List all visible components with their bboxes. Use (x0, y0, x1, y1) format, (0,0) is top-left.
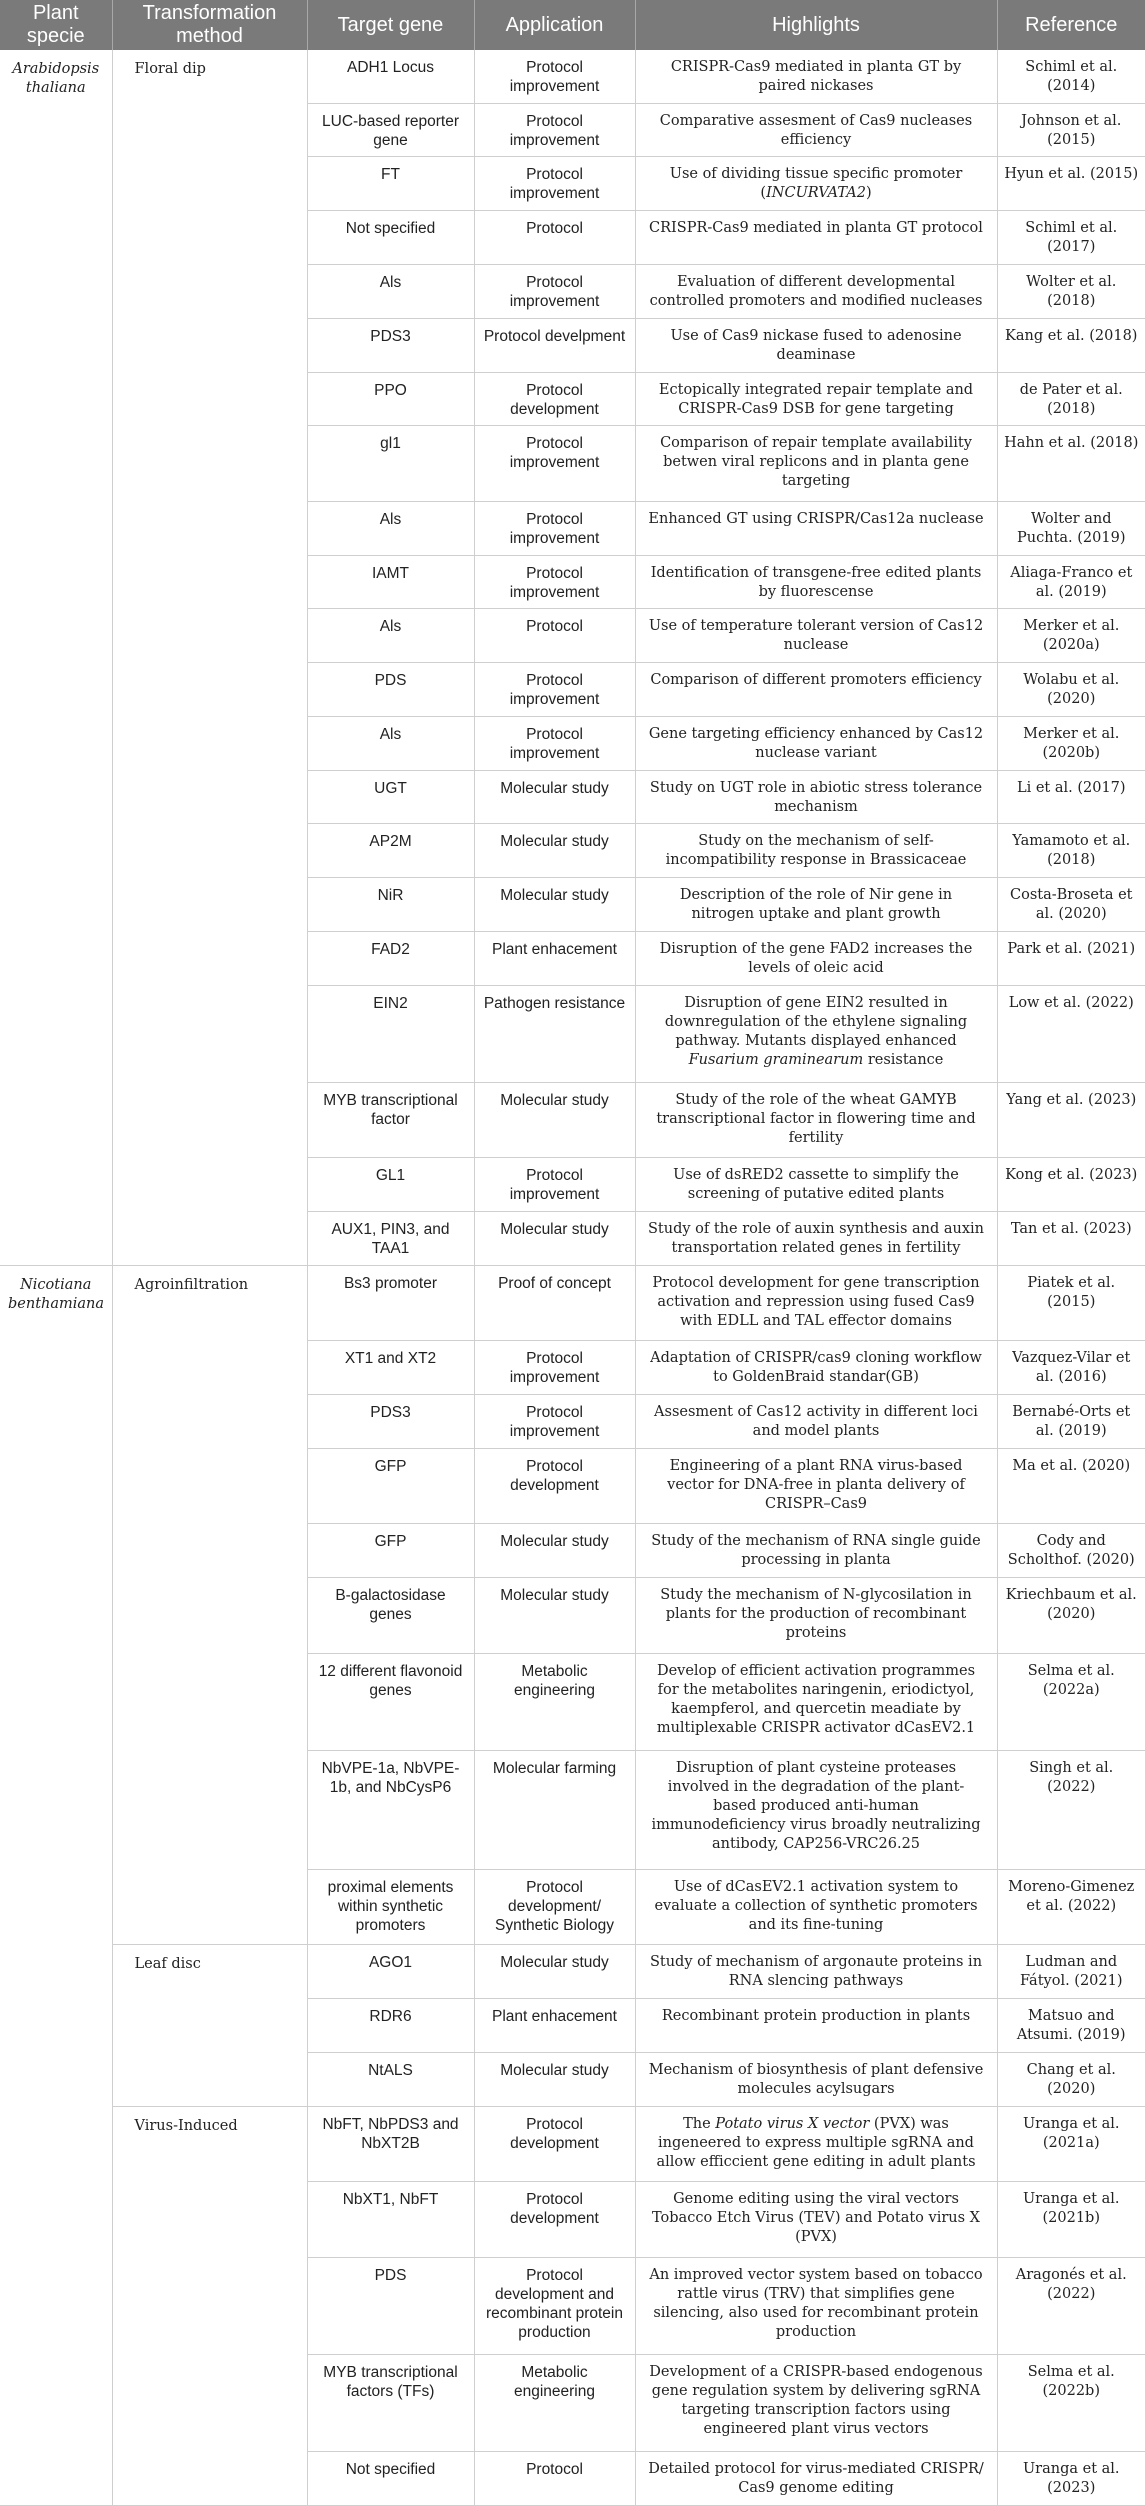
reference-cell: Kong et al. (2023) (997, 1158, 1145, 1212)
reference-cell: Johnson et al. (2015) (997, 103, 1145, 157)
application-cell: Protocol improvement (474, 663, 635, 717)
application-cell: Protocol development/ Synthetic Biology (474, 1869, 635, 1945)
highlight-italic-text: Fusarium graminearum (688, 1051, 864, 1068)
header-species: Plant specie (0, 0, 112, 50)
highlight-text: Study the mechanism of N-glycosilation in plants for the production of recombinant proteins (660, 1587, 972, 1642)
reference-cell: Chang et al. (2020) (997, 2052, 1145, 2106)
highlights-cell (635, 931, 997, 985)
header-gene: Target gene (307, 0, 474, 50)
application-cell: Molecular study (474, 1578, 635, 1654)
highlights-cell (635, 372, 997, 426)
highlight-text: Enhanced GT using CRISPR/Cas12a nuclease (648, 510, 984, 527)
reference-cell: Singh et al. (2022) (997, 1750, 1145, 1869)
method-cell: Leaf disc (112, 1945, 307, 2106)
application-cell: Protocol improvement (474, 716, 635, 770)
highlight-text: CRISPR-Cas9 mediated in planta GT by paired nickases (670, 59, 962, 94)
gene-cell: PDS3 (307, 318, 474, 372)
highlights-cell (635, 770, 997, 824)
application-cell: Protocol improvement (474, 157, 635, 211)
highlight-text: Disruption of gene EIN2 resulted in downregulation of the ethylene signaling pathway. Mutants displayed enhanced (664, 994, 968, 1049)
gene-cell: Not specified (307, 2452, 474, 2506)
application-cell: Protocol improvement (474, 1395, 635, 1449)
gene-cell: proximal elements within synthetic promoters (307, 1869, 474, 1945)
gene-cell: 12 different flavonoid genes (307, 1653, 474, 1750)
reference-cell: Kriechbaum et al. (2020) (997, 1578, 1145, 1654)
application-cell: Molecular study (474, 824, 635, 878)
application-cell: Metabolic engineering (474, 2354, 635, 2451)
gene-cell: PDS (307, 2257, 474, 2354)
reference-cell: Tan et al. (2023) (997, 1212, 1145, 1266)
highlights-cell (635, 1395, 997, 1449)
highlights-cell (635, 1341, 997, 1395)
highlights-cell (635, 1158, 997, 1212)
highlights-cell (635, 2452, 997, 2506)
reference-cell: Vazquez-Vilar et al. (2016) (997, 1341, 1145, 1395)
highlights-cell (635, 2052, 997, 2106)
highlight-text: Study of the mechanism of RNA single guide processing in planta (651, 1533, 981, 1569)
gene-cell: LUC-based reporter gene (307, 103, 474, 157)
header-highlights: Highlights (635, 0, 997, 50)
application-cell: Protocol development (474, 2106, 635, 2182)
application-cell: Molecular farming (474, 1750, 635, 1869)
gene-cell: GL1 (307, 1158, 474, 1212)
highlights-cell (635, 824, 997, 878)
highlights-cell (635, 555, 997, 609)
highlight-text: Use of dividing tissue specific promoter ( (669, 166, 963, 202)
application-cell: Protocol improvement (474, 555, 635, 609)
highlight-text: resistance (863, 1051, 944, 1068)
reference-cell: Uranga et al. (2023) (997, 2452, 1145, 2506)
reference-cell: Park et al. (2021) (997, 931, 1145, 985)
highlights-cell (635, 716, 997, 770)
highlight-text: Engineering of a plant RNA virus-based vector for DNA-free in planta delivery of CRISPR–Cas9 (667, 1457, 965, 1512)
method-cell: Virus-Induced (112, 2106, 307, 2505)
highlights-cell (635, 1578, 997, 1654)
table-row (0, 1945, 1145, 1999)
highlight-text: Use of Cas9 nickase fused to adenosine deaminase (670, 327, 962, 363)
gene-cell: EIN2 (307, 985, 474, 1082)
application-cell: Molecular study (474, 1212, 635, 1266)
reference-cell: Wolter et al. (2018) (997, 264, 1145, 318)
highlights-cell (635, 318, 997, 372)
application-cell: Pathogen resistance (474, 985, 635, 1082)
species-cell: Nicotiana benthamiana (0, 1265, 112, 2505)
reference-cell: Schiml et al. (2017) (997, 211, 1145, 265)
method-cell: Agroinfiltration (112, 1265, 307, 1945)
highlight-text: Study on the mechanism of self-incompatibility response in Brassicaceae (665, 833, 967, 869)
highlights-cell (635, 1082, 997, 1158)
highlights-cell (635, 1653, 997, 1750)
gene-cell: NtALS (307, 2052, 474, 2106)
reference-cell: Selma et al. (2022a) (997, 1653, 1145, 1750)
reference-cell: Moreno-Gimenez et al. (2022) (997, 1869, 1145, 1945)
table-row (0, 50, 1145, 103)
reference-cell: Piatek et al. (2015) (997, 1265, 1145, 1341)
highlights-cell (635, 501, 997, 555)
reference-cell: Merker et al. (2020b) (997, 716, 1145, 770)
reference-cell: de Pater et al. (2018) (997, 372, 1145, 426)
table-body (0, 50, 1145, 2506)
application-cell: Protocol improvement (474, 50, 635, 103)
reference-cell: Ludman and Fátyol. (2021) (997, 1945, 1145, 1999)
gene-cell: IAMT (307, 555, 474, 609)
table-row (0, 1265, 1145, 1341)
reference-cell: Matsuo and Atsumi. (2019) (997, 1999, 1145, 2053)
application-cell: Protocol develpment (474, 318, 635, 372)
application-cell: Protocol (474, 211, 635, 265)
application-cell: Protocol development (474, 372, 635, 426)
highlight-text: Identification of transgene-free edited plants by fluorescense (650, 564, 982, 600)
gene-cell: NiR (307, 878, 474, 932)
reference-cell: Kang et al. (2018) (997, 318, 1145, 372)
reference-cell: Ma et al. (2020) (997, 1448, 1145, 1524)
highlight-text: Adaptation of CRISPR/cas9 cloning workflow to GoldenBraid standar(GB) (650, 1350, 982, 1386)
highlights-cell (635, 1945, 997, 1999)
highlights-cell (635, 2257, 997, 2354)
gene-cell: Als (307, 716, 474, 770)
reference-cell: Wolabu et al. (2020) (997, 663, 1145, 717)
reference-cell: Li et al. (2017) (997, 770, 1145, 824)
highlight-text: Evaluation of different developmental controlled promoters and modified nucleases (649, 273, 983, 309)
gene-cell: GFP (307, 1524, 474, 1578)
reference-cell: Yamamoto et al. (2018) (997, 824, 1145, 878)
gene-cell: ADH1 Locus (307, 50, 474, 103)
highlight-text: (PVX) was ingeneered to express multiple sgRNA and allow efficcient gene editing in adult plants (656, 2115, 976, 2170)
reference-cell: Aragonés et al. (2022) (997, 2257, 1145, 2354)
highlight-text: Use of dsRED2 cassette to simplify the screening of putative edited plants (673, 1167, 959, 1203)
application-cell: Plant enhacement (474, 931, 635, 985)
application-cell: Protocol improvement (474, 1341, 635, 1395)
header-method: Transformation method (112, 0, 307, 50)
highlights-cell (635, 50, 997, 103)
application-cell: Protocol (474, 609, 635, 663)
gene-cell: FT (307, 157, 474, 211)
highlights-cell (635, 1999, 997, 2053)
highlight-text: The (683, 2115, 716, 2132)
gene-cell: Als (307, 501, 474, 555)
highlights-cell (635, 663, 997, 717)
gene-cell: PPO (307, 372, 474, 426)
application-cell: Molecular study (474, 2052, 635, 2106)
reference-cell: Selma et al. (2022b) (997, 2354, 1145, 2451)
reference-cell: Bernabé-Orts et al. (2019) (997, 1395, 1145, 1449)
highlights-cell (635, 1524, 997, 1578)
reference-cell: Costa-Broseta et al. (2020) (997, 878, 1145, 932)
highlights-cell (635, 1750, 997, 1869)
highlight-text: Development of a CRISPR-based endogenous gene regulation system by delivering sgRNA targeting transcription factors using engineered plant virus vectors (649, 2363, 983, 2437)
gene-cell: MYB transcriptional factors (TFs) (307, 2354, 474, 2451)
gene-cell: gl1 (307, 426, 474, 502)
application-cell: Protocol development (474, 2182, 635, 2258)
gene-cell: Als (307, 609, 474, 663)
gene-cell: GFP (307, 1448, 474, 1524)
highlights-cell (635, 878, 997, 932)
highlights-cell (635, 985, 997, 1082)
highlights-cell (635, 157, 997, 211)
application-cell: Molecular study (474, 1945, 635, 1999)
gene-cell: UGT (307, 770, 474, 824)
highlight-text: Comparative assesment of Cas9 nucleases efficiency (659, 112, 973, 148)
highlights-cell (635, 103, 997, 157)
gene-cell: PDS3 (307, 1395, 474, 1449)
species-cell: Arabidopsis thaliana (0, 50, 112, 1265)
gene-cell: Not specified (307, 211, 474, 265)
highlight-text: Study on UGT role in abiotic stress tolerance mechanism (649, 779, 983, 815)
reference-cell: Wolter and Puchta. (2019) (997, 501, 1145, 555)
reference-cell: Yang et al. (2023) (997, 1082, 1145, 1158)
application-cell: Protocol improvement (474, 264, 635, 318)
gene-cell: PDS (307, 663, 474, 717)
highlight-text: Assesment of Cas12 activity in different loci and model plants (654, 1404, 978, 1440)
highlight-text: Use of dCasEV2.1 activation system to evaluate a collection of synthetic promoters and its fine-tuning (654, 1878, 978, 1933)
reference-cell: Hahn et al. (2018) (997, 426, 1145, 502)
highlight-text: Disruption of the gene FAD2 increases the levels of oleic acid (659, 940, 973, 976)
highlight-text: Comparison of repair template availability betwen viral replicons and in planta gene targeting (660, 435, 972, 490)
application-cell: Molecular study (474, 770, 635, 824)
gene-cell: Als (307, 264, 474, 318)
reference-cell: Uranga et al. (2021b) (997, 2182, 1145, 2258)
highlights-cell (635, 1869, 997, 1945)
highlight-text: Study of mechanism of argonaute proteins in RNA slencing pathways (649, 1954, 983, 1990)
application-cell: Molecular study (474, 878, 635, 932)
gene-cell: B-galactosidase genes (307, 1578, 474, 1654)
application-cell: Metabolic engineering (474, 1653, 635, 1750)
application-cell: Proof of concept (474, 1265, 635, 1341)
highlight-text: Use of temperature tolerant version of Cas12 nuclease (648, 618, 984, 654)
highlight-text: Description of the role of Nir gene in nitrogen uptake and plant growth (679, 887, 953, 923)
application-cell: Protocol improvement (474, 1158, 635, 1212)
highlight-text: ) (865, 185, 872, 202)
reference-cell: Uranga et al. (2021a) (997, 2106, 1145, 2182)
header-row (0, 0, 1145, 50)
application-cell: Plant enhacement (474, 1999, 635, 2053)
highlight-text: Gene targeting efficiency enhanced by Cas12 nuclease variant (648, 725, 984, 761)
highlight-text: Study of the role of auxin synthesis and auxin transportation related genes in fertility (647, 1221, 985, 1257)
highlight-text: Mechanism of biosynthesis of plant defensive molecules acylsugars (648, 2061, 984, 2097)
gene-cell: NbXT1, NbFT (307, 2182, 474, 2258)
application-cell: Protocol development and recombinant protein production (474, 2257, 635, 2354)
highlights-cell (635, 2182, 997, 2258)
highlight-italic-text: Potato virus X vector (715, 2115, 870, 2132)
highlight-text: Genome editing using the viral vectors Tobacco Etch Virus (TEV) and Potato virus X (PVX) (652, 2191, 980, 2246)
highlight-text: Protocol development for gene transcription activation and repression using fused Cas9 with EDLL and TAL effector domains (652, 1274, 980, 1329)
reference-cell: Aliaga-Franco et al. (2019) (997, 555, 1145, 609)
highlight-text: Disruption of plant cysteine proteases involved in the degradation of the plant-based produced anti-human immunodeficiency virus broadly neutralizing antibody, CAP256-VRC26.25 (651, 1759, 981, 1852)
reference-cell: Cody and Scholthof. (2020) (997, 1524, 1145, 1578)
method-cell: Floral dip (112, 50, 307, 1265)
reference-cell: Schiml et al. (2014) (997, 50, 1145, 103)
reference-cell: Hyun et al. (2015) (997, 157, 1145, 211)
gene-cell: AP2M (307, 824, 474, 878)
highlight-text: Detailed protocol for virus-mediated CRISPR/ Cas9 genome editing (648, 2461, 984, 2497)
highlight-text: CRISPR-Cas9 mediated in planta GT protocol (649, 220, 983, 237)
highlights-cell (635, 1212, 997, 1266)
highlight-italic-text: INCURVATA2 (766, 185, 866, 202)
highlight-text: Study of the role of the wheat GAMYB transcriptional factor in flowering time and fertility (656, 1091, 976, 1146)
header-reference: Reference (997, 0, 1145, 50)
highlight-text: An improved vector system based on tobacco rattle virus (TRV) that simplifies gene silencing, also used for recombinant protein production (649, 2266, 983, 2340)
highlight-text: Ectopically integrated repair template and CRISPR-Cas9 DSB for gene targeting (658, 381, 974, 417)
header-application: Application (474, 0, 635, 50)
highlights-cell (635, 1265, 997, 1341)
application-cell: Protocol improvement (474, 501, 635, 555)
gene-cell: FAD2 (307, 931, 474, 985)
highlights-cell (635, 1448, 997, 1524)
application-cell: Protocol improvement (474, 426, 635, 502)
gene-cell: XT1 and XT2 (307, 1341, 474, 1395)
gene-cell: NbFT, NbPDS3 and NbXT2B (307, 2106, 474, 2182)
gene-cell: Bs3 promoter (307, 1265, 474, 1341)
table-row (0, 2106, 1145, 2182)
highlight-text: Recombinant protein production in plants (661, 2008, 971, 2025)
application-cell: Protocol (474, 2452, 635, 2506)
application-cell: Molecular study (474, 1082, 635, 1158)
application-cell: Protocol development (474, 1448, 635, 1524)
highlights-cell (635, 211, 997, 265)
gene-cell: NbVPE-1a, NbVPE-1b, and NbCysP6 (307, 1750, 474, 1869)
highlight-text: Develop of efficient activation programmes for the metabolites naringenin, eriodictyol, kaempferol, and quercetin meadiate by multiplexable CRISPR activator dCasEV2.1 (656, 1662, 976, 1736)
highlight-text: Comparison of different promoters efficiency (650, 672, 982, 689)
application-cell: Protocol improvement (474, 103, 635, 157)
application-cell: Molecular study (474, 1524, 635, 1578)
gene-cell: MYB transcriptional factor (307, 1082, 474, 1158)
reference-cell: Low et al. (2022) (997, 985, 1145, 1082)
highlights-cell (635, 426, 997, 502)
reference-cell: Merker et al. (2020a) (997, 609, 1145, 663)
gene-cell: AUX1, PIN3, and TAA1 (307, 1212, 474, 1266)
gene-cell: RDR6 (307, 1999, 474, 2053)
highlights-cell (635, 2354, 997, 2451)
gene-cell: AGO1 (307, 1945, 474, 1999)
highlights-cell (635, 264, 997, 318)
highlights-cell (635, 609, 997, 663)
highlights-cell (635, 2106, 997, 2182)
